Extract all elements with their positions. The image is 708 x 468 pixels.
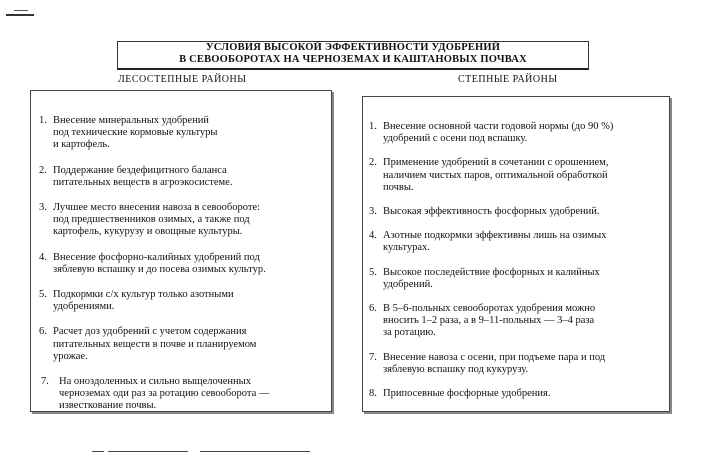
list-item <box>369 206 669 218</box>
list-item <box>369 303 669 340</box>
list-item <box>39 165 331 189</box>
list-item <box>39 115 331 152</box>
item-text-line: Внесение фосфорно-калийных удобрений под <box>53 251 260 263</box>
footer-rule-2 <box>108 451 188 452</box>
list-item <box>369 267 669 291</box>
item-number: 7. <box>41 376 49 388</box>
corner-scan-mark <box>6 14 34 16</box>
item-number: 6. <box>369 303 377 315</box>
item-text-line: Внесение основной части годовой нормы (до 90 %) <box>383 121 614 132</box>
item-text-line: урожае. <box>53 350 88 362</box>
list-item <box>41 376 331 413</box>
right-column-heading: СТЕПНЫЕ РАЙОНЫ <box>458 74 558 85</box>
item-text-line: питательных веществ в почве и планируемом <box>53 338 257 350</box>
item-text-line: Внесение минеральных удобрений <box>53 115 209 126</box>
item-text-line: Подкормки с/х культур только азотными <box>53 289 234 301</box>
item-text-line: Высокое последействие фосфорных и калийных <box>383 266 600 278</box>
title-line-2: В СЕВООБОРОТАХ НА ЧЕРНОЗЕМАХ И КАШТАНОВЫХ ПОЧВАХ <box>179 54 527 65</box>
title-box <box>117 41 589 70</box>
item-text-line: наличием чистых паров, оптимальной обработкой <box>383 169 608 181</box>
list-item <box>369 388 669 400</box>
item-text-line: удобрений с осени под вспашку. <box>383 133 528 145</box>
item-text-line: Припосевные фосфорные удобрения. <box>383 388 551 400</box>
item-text-line: удобрениями. <box>53 301 115 313</box>
item-text-line: известкование почвы. <box>59 400 157 412</box>
item-number: 8. <box>369 388 377 400</box>
item-text-line: картофель, кукурузу и овощные культуры. <box>53 226 243 238</box>
title-line-1: УСЛОВИЯ ВЫСОКОЙ ЭФФЕКТИВНОСТИ УДОБРЕНИЙ <box>205 42 501 53</box>
list-item <box>369 157 669 194</box>
item-number: 6. <box>39 326 47 338</box>
item-text-line: и картофель. <box>53 139 110 151</box>
forest-steppe-panel <box>30 90 332 412</box>
item-text-line: удобрений. <box>383 278 433 290</box>
item-text-line: Лучшее место внесения навоза в севообороте: <box>53 202 261 214</box>
item-text-line: вносить 1–2 раза, а в 9–11-польных — 3–4 раза <box>383 315 595 327</box>
item-text-line: Расчет доз удобрений с учетом содержания <box>53 326 247 338</box>
list-item <box>369 230 669 254</box>
item-text-line: Азотные подкормки эффективны лишь на озимых <box>383 230 607 242</box>
left-column-heading: ЛЕСОСТЕПНЫЕ РАЙОНЫ <box>118 74 247 85</box>
item-text-line: зяблевую вспашку и до посева озимых культур. <box>53 263 266 275</box>
list-item <box>369 121 669 145</box>
list-item <box>39 289 331 313</box>
item-text-line: На оноздоленных и сильно выщелоченных <box>59 376 251 388</box>
item-text-line: черноземах оди раз за ротацию севооборота — <box>59 388 270 400</box>
item-text-line: за ротацию. <box>383 327 436 339</box>
item-text-line: почвы. <box>383 181 414 193</box>
list-item <box>369 352 669 376</box>
item-number: 1. <box>369 121 377 132</box>
item-number: 4. <box>369 230 377 242</box>
list-item <box>39 326 331 363</box>
steppe-list <box>363 97 669 400</box>
item-number: 3. <box>369 206 377 218</box>
item-number: 5. <box>369 266 377 278</box>
forest-steppe-list <box>31 91 331 413</box>
item-number: 1. <box>39 115 47 126</box>
item-number: 5. <box>39 289 47 301</box>
footer-rule-1 <box>92 451 104 452</box>
item-number: 3. <box>39 202 47 214</box>
list-item <box>39 202 331 239</box>
steppe-panel <box>362 96 670 412</box>
item-number: 7. <box>369 351 377 363</box>
item-text-line: под предшественников озимых, а также под <box>53 214 250 226</box>
item-number: 4. <box>39 251 47 263</box>
item-text-line: Поддержание бездефицитного баланса <box>53 164 227 176</box>
item-text-line: Внесение навоза с осени, при подъеме пара и под <box>383 351 606 363</box>
item-text-line: зяблевую вспашку под кукурузу. <box>383 363 529 375</box>
footer-rule-3 <box>200 451 310 452</box>
list-item <box>39 252 331 276</box>
item-text-line: культурах. <box>383 242 430 254</box>
item-number: 2. <box>39 164 47 176</box>
item-number: 2. <box>369 157 377 169</box>
item-text-line: питательных веществ в агроэкосистеме. <box>53 176 233 188</box>
item-text-line: Применение удобрений в сочетании с орошением, <box>383 157 609 169</box>
item-text-line: Высокая эффективность фосфорных удобрений. <box>383 206 600 218</box>
item-text-line: В 5–6-польных севооборотах удобрения можно <box>383 303 596 315</box>
item-text-line: под технические кормовые культуры <box>53 127 218 139</box>
